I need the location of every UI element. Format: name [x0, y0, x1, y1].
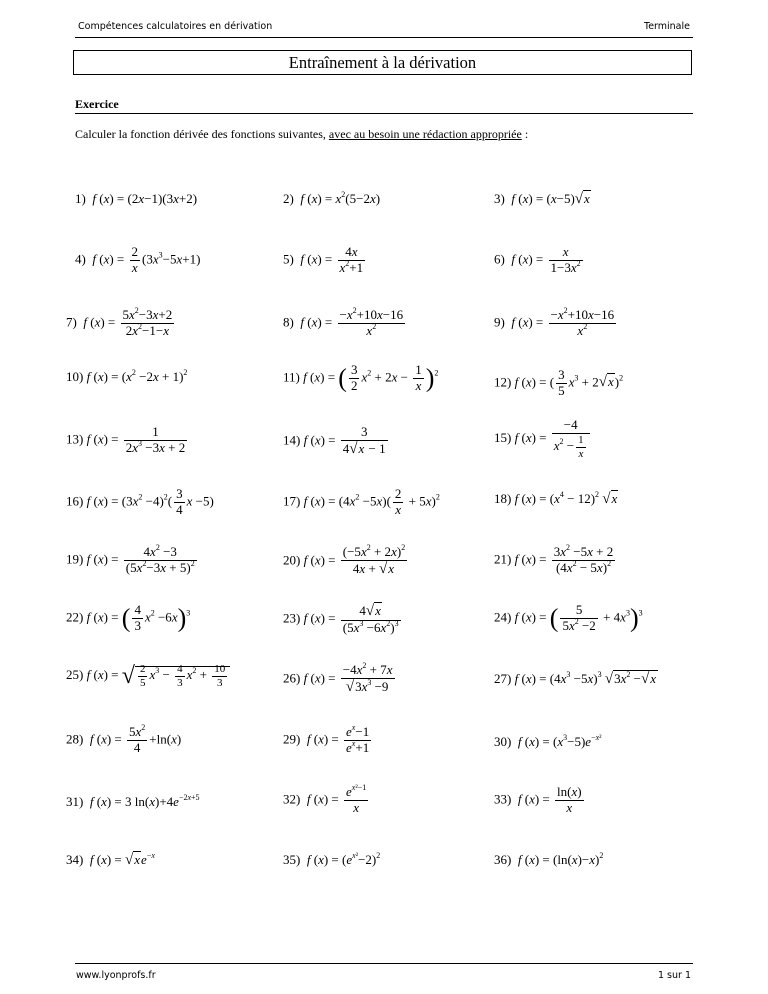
- exercise-6: 6) f (x) = $\frac{x}{1-3x^2}$: [494, 244, 581, 275]
- instruction: Calculer la fonction dérivée des fonctions suivantes, avec au besoin une rédaction appropriée :: [75, 127, 529, 141]
- exercise-35: 35) f $(x) = (e^{x^2}-2)^2$: [283, 851, 381, 867]
- header-left: Compétences calculatoires en dérivation: [78, 21, 273, 32]
- exercise-4: 4) f (x) = $\frac{2}{x}$ $(3x^3-5x+1)$: [75, 244, 201, 275]
- exercise-15: 15) f (x) = −4 $x^2$ − $\frac{1}{x}$: [494, 418, 592, 460]
- footer-divider: [75, 963, 693, 964]
- footer-website: www.lyonprofs.fr: [76, 970, 156, 981]
- exercise-11: 11) f (x) = ( $\frac{3}{2}$ $x^2 + 2x$ − $\frac{1}{x}$ )$^2$: [283, 362, 439, 393]
- exercise-21: 21) f (x) = $\frac{3x^2 -5x + 2}{(4x^2 - 5x)^2}$: [494, 543, 614, 575]
- section-heading: Exercice: [75, 97, 119, 111]
- exercise-12: 12) f (x) = ( $\frac{3}{5}$ $x^3 + 2√x)^2$: [494, 367, 624, 398]
- exercise-27: 27) f $(x) = (4x^3 -5x)^3$ $√3x^2 -√x$: [494, 670, 656, 687]
- exercise-31: 31) f (x) = 3 $\ln(x)+4e^{-2x+5}$: [66, 793, 200, 809]
- exercise-2: 2) f $(x) = x^2(5-2x)$: [283, 190, 381, 206]
- exercise-22: 22) f (x) = ( $\frac{4}{3}$ $x^2 -6x)^3$: [66, 602, 191, 633]
- exercise-7: 7) f (x) = $\frac{5x^2-3x+2}{2x^2-1-x}$: [66, 306, 173, 338]
- exercise-23: 23) f (x) = $\frac{4√x}{(5x^3 -6x^2)^3}$: [283, 603, 399, 636]
- header-divider: [75, 37, 693, 38]
- exercise-9: 9) f (x) = $\frac{-x^2+10x-16}{x^2}$: [494, 306, 615, 338]
- exercise-28: 28) f (x) = $\frac{5x^2}{4}$ +ln(x): [66, 723, 182, 755]
- exercise-33: 33) f (x) = $\frac{\ln(x)}{x}$: [494, 784, 582, 815]
- header-right: Terminale: [644, 21, 690, 32]
- exercise-16: 16) f $(x) = (3x^2 -4)^2$( $\frac{3}{4}$ x −5): [66, 486, 214, 517]
- exercise-8: 8) f (x) = $\frac{-x^2+10x-16}{x^2}$: [283, 306, 404, 338]
- exercise-26: 26) f (x) = $\frac{-4x^2 + 7x}{√3x^3 -9}$: [283, 661, 393, 695]
- exercise-13: 13) f (x) = $\frac{1}{2x^3 -3x + 2}$: [66, 424, 186, 455]
- exercise-17: 17) f $(x) = (4x^2 -5x)$( $\frac{2}{x}$ + 5x)$^2$: [283, 486, 440, 517]
- exercise-20: 20) f (x) = $\frac{(-5x^2 + 2x)^2}{4x + √x}$: [283, 543, 406, 577]
- page-title: Entraînement à la dérivation: [73, 50, 692, 75]
- exercise-36: 36) f $(x) = (\ln(x)-x)^2$: [494, 851, 604, 867]
- exercise-10: 10) f $(x) = (x^2 -2x + 1)^2$: [66, 368, 188, 384]
- exercise-3: 3) f (x) = (x−5)√x: [494, 191, 590, 207]
- page-number: 1 sur 1: [657, 970, 691, 981]
- exercise-1: 1) f (x) = (2x−1)(3x+2): [75, 191, 198, 206]
- exercise-25: 25) f (x) = √ $\frac{2}{5}$ $x^3$ − $\frac{4}{3}$ $x^2$ + $\frac{10}{3}$: [66, 663, 230, 689]
- exercise-19: 19) f (x) = $\frac{4x^2 -3}{(5x^2-3x + 5)^2}$: [66, 543, 195, 575]
- section-divider: [75, 113, 693, 114]
- exercise-29: 29) f (x) = $\frac{e^x-1}{e^x+1}$: [283, 723, 370, 755]
- exercise-5: 5) f (x) = $\frac{4x}{x^2+1}$: [283, 244, 364, 275]
- exercise-30: 30) f $(x) = (x^3-5)e^{-x^2}$: [494, 733, 602, 749]
- page-header: [75, 21, 693, 35]
- exercise-18: 18) f $(x) = (x^4 - 12)^2$ √x: [494, 490, 618, 507]
- exercise-14: 14) f (x) = $\frac{3}{4√x - 1}$: [283, 424, 386, 457]
- exercise-34: 34) f $(x) = √xe^{-x}$: [66, 851, 155, 868]
- exercise-24: 24) f (x) = ( $\frac{5}{5x^2 -2}$ + $4x^3)^3$: [494, 602, 643, 633]
- exercise-32: 32) f (x) = $\frac{e^{x^2-1}}{x}$: [283, 783, 367, 815]
